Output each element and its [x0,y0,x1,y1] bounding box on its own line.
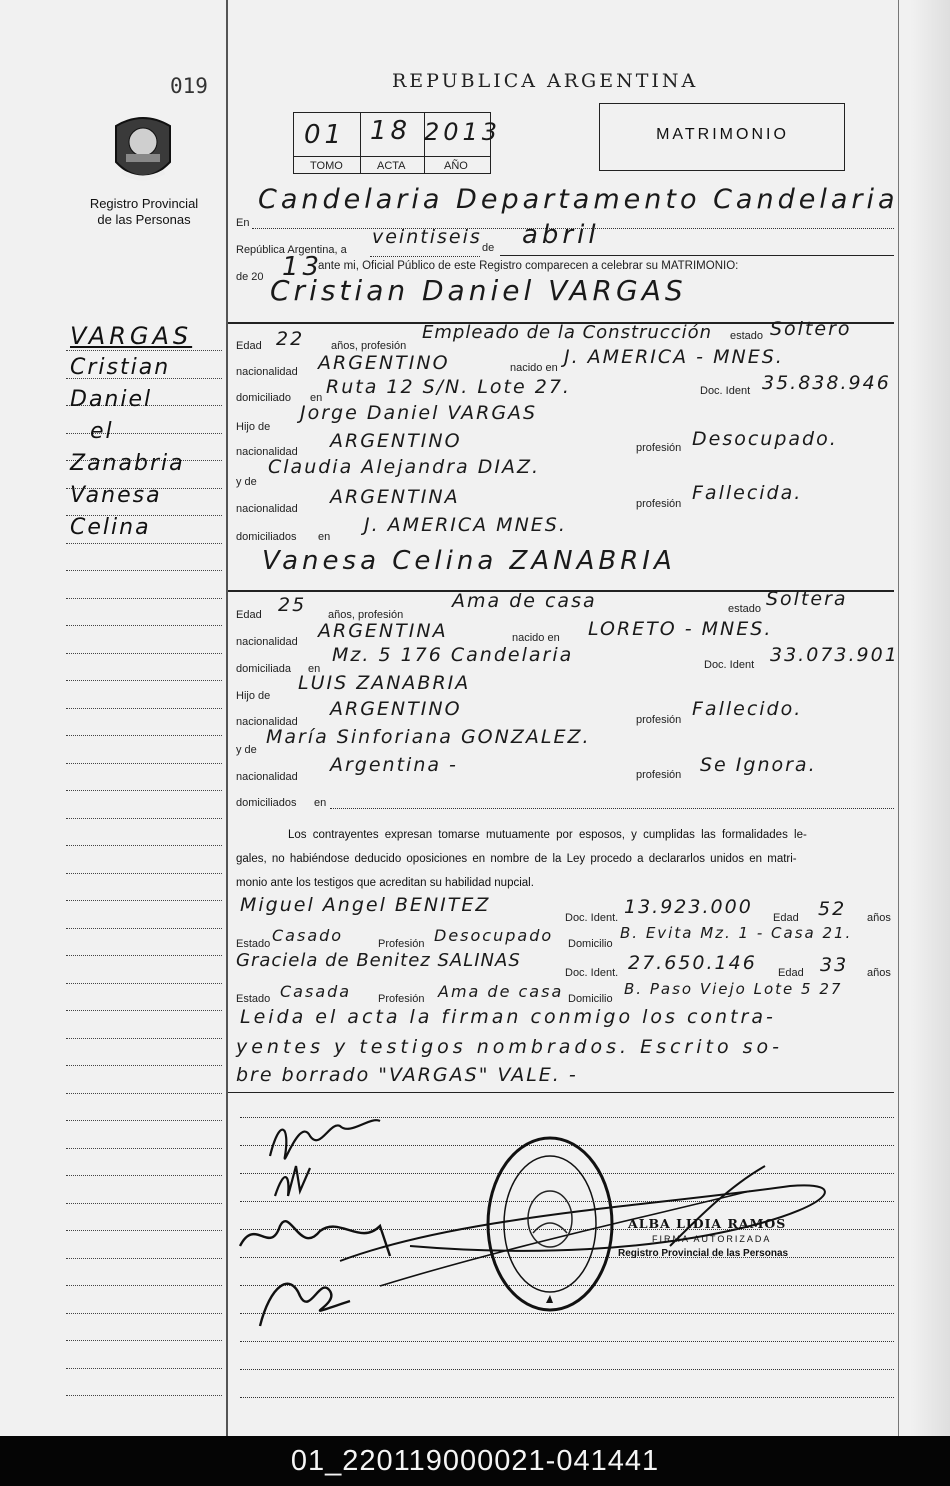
witness-2-name: Graciela de Benitez SALINAS [236,950,521,971]
bride-id-number: 33.073.901 [770,644,899,666]
margin-ruled-line [66,1148,222,1149]
margin-ruled-line [66,873,222,874]
groom-id-number: 35.838.946 [762,372,891,394]
margin-ruled-line [66,955,222,956]
signature-ruled-line [240,1369,894,1370]
right-border [898,0,899,1436]
groom-age: 22 [276,328,305,350]
closing-line-1: Leida el acta la firman conmigo los contra- [240,1006,776,1028]
misiones-shield-logo [108,112,178,188]
witness-2-age: 33 [820,954,849,976]
groom-mother: Claudia Alejandra DIAZ. [268,456,541,478]
margin-ruled-line [66,1368,222,1369]
witness-1-address: B. Evita Mz. 1 - Casa 21. [620,924,853,942]
groom-profession: Empleado de la Construcción [422,322,713,343]
official-round-stamp [483,1133,618,1315]
margin-ruled-line [66,1340,222,1341]
groom-father: Jorge Daniel VARGAS [300,402,538,424]
margin-ruled-line [66,1203,222,1204]
signature-ruled-line [240,1397,894,1398]
intro-day: veintiseis [372,226,482,248]
bride-age: 25 [278,594,307,616]
margin-ruled-line [66,1230,222,1231]
scan-identifier: 01_220119000021-041441 [0,1436,950,1486]
margin-annotation: VARGAS Cristian Daniel el Zanabria Vanesa Celina [70,322,193,540]
margin-divider [226,0,228,1436]
margin-ruled-line [66,1285,222,1286]
bride-birthplace: LORETO - MNES. [588,618,773,640]
margin-ruled-line [66,653,222,654]
witness-1-age: 52 [818,898,847,920]
doc-type: MATRIMONIO [656,126,789,143]
margin-ruled-line [66,1395,222,1396]
declaration-line-3: monio ante los testigos que acreditan su habilidad nupcial. [236,877,534,889]
bride-profession: Ama de casa [452,590,597,612]
witness-2-address: B. Paso Viejo Lote 5 27 [624,980,843,998]
acta-label: ACTA [377,160,406,172]
groom-father-nationality: ARGENTINO [330,430,462,452]
margin-ruled-line [66,1038,222,1039]
margin-ruled-line [66,1175,222,1176]
bride-civil-status: Soltera [766,588,848,610]
page-number: 019 [170,74,208,98]
bride-nationality: ARGENTINA [318,620,448,642]
bride-mother-profession: Se Ignora. [700,754,817,776]
groom-parents-address: J. AMERICA MNES. [364,514,567,536]
closing-line-2: yentes y testigos nombrados. Escrito so- [236,1036,784,1058]
witness-1-civil-status: Casado [272,926,344,945]
margin-ruled-line [66,818,222,819]
bride-mother-nationality: Argentina - [330,754,458,776]
country-title: REPUBLICA ARGENTINA [392,70,699,92]
witness-1-name: Miguel Angel BENITEZ [240,894,491,916]
bride-father: LUIS ZANABRIA [298,672,471,694]
margin-ruled-line [66,570,222,571]
tomo-value: 01 [304,120,346,150]
margin-ruled-line [66,928,222,929]
intro-place: Candelaria Departamento Candelaria [258,184,899,215]
closing-line-3: bre borrado "VARGAS" VALE. - [236,1064,578,1086]
groom-civil-status: Soltero [770,318,852,340]
margin-ruled-line [66,598,222,599]
intro-sentence: ante mi, Oficial Público de este Registro comparecen a celebrar su MATRIMONIO: [318,260,739,272]
groom-address: Ruta 12 S/N. Lote 27. [326,376,571,398]
witness-2-profession: Ama de casa [438,982,564,1001]
ano-label: AÑO [444,160,468,172]
groom-mother-profession: Fallecida. [692,482,803,504]
bride-father-profession: Fallecido. [692,698,803,720]
declaration-line-2: gales, no habiéndose deducido oposiciones en nombre de la Ley procedo a declararlos unidos en matri- [236,853,797,865]
witness-2-id: 27.650.146 [628,952,757,974]
certificate-sheet: 019 Registro Provincial de las Personas REPUBLICA ARGENTINA 01 18 2013 TOMO ACTA AÑO MATRIMONIO En Candelaria Departamento Candelaria República Argentina, a veintiseis de abril de 20 13 ante mi, Oficial Público de este Registro comparecen a celebrar su MATRIMONIO: Cristian Daniel VARGAS Edad 22 años, profesión Empleado de la Construcción estado Soltero nacionalidad ARGENTINO nacido en J. AMERICA - MNES. domiciliado en Ruta 12 S/N. Lote 27. Doc. Ident 35.838.946 Hijo de Jorge Daniel VARGAS nacionalidad ARGENTINO profesión Desocupado. y de Claudia Alejandra DIAZ. nacionalidad ARGENTINA profesión Fallecida. domiciliados en J. AMERICA MNES. Vanesa Celina ZANABRIA Edad 25 años, profesión Ama de casa estado Soltera nacionalidad ARGENTINA nacido en LORETO - MNES. domiciliada en Mz. 5 176 Candelaria Doc. Ident 33.073.901 Hijo de LUIS ZANABRIA nacionalidad ARGENTINO profesión Fallecido. y de María Sinforiana GONZALEZ. nacionalidad Argentina - profesión Se Ignora. domiciliados en Los contrayentes expresan tomarse mutuamente por esposos, y cumplidas las formalidades le- gales, no habiéndose deducido oposiciones en nombre de la Ley procedo a declararlos unidos en matri- monio ante los testigos que acreditan su habilidad nupcial. Miguel Angel BENITEZ Doc. Ident. 13.923.000 Edad 52 años Estado Casado Profesión Desocupado Domicilio B. Evita Mz. 1 - Casa 21. Graciela de Benitez SALINAS Doc. Ident. 27.650.146 Edad 33 años Estado Casada Profesión Ama de casa Domicilio B. Paso Viejo Lote 5 27 Leida el acta la firman conmigo los contra- yentes y testigos nombrados. Escrito so- bre borrado "VARGAS" VALE. - ALBA LIDIA RAMOS FIRMA AUTORIZADA Registro Provincial de las Personas VARGAS Cristian Daniel el Zanabria Vanesa Celina [0,0,950,1436]
margin-ruled-line [66,1065,222,1066]
ano-value: 2013 [424,118,502,146]
intro-year: 13 [282,252,324,282]
bride-address: Mz. 5 176 Candelaria [332,644,574,666]
groom-mother-nationality: ARGENTINA [330,486,460,508]
margin-ruled-line [66,900,222,901]
witness-1-profession: Desocupado [434,926,554,945]
margin-ruled-line [66,1120,222,1121]
witness-1-id: 13.923.000 [624,896,753,918]
witness-2-civil-status: Casada [280,982,352,1001]
intro-month: abril [522,220,600,250]
margin-ruled-line [66,1093,222,1094]
groom-father-profession: Desocupado. [692,428,838,450]
bride-father-nationality: ARGENTINO [330,698,462,720]
margin-ruled-line [66,790,222,791]
margin-ruled-line [66,845,222,846]
margin-ruled-line [66,763,222,764]
groom-full-name: Cristian Daniel VARGAS [270,274,687,307]
signature-ruled-line [240,1341,894,1342]
margin-ruled-line [66,708,222,709]
margin-ruled-line [66,680,222,681]
margin-ruled-line [66,625,222,626]
registry-name: Registro Provincial de las Personas [89,196,199,227]
groom-birthplace: J. AMERICA - MNES. [564,346,784,368]
margin-ruled-line [66,1258,222,1259]
margin-ruled-line [66,735,222,736]
acta-value: 18 [370,116,412,146]
official-name: ALBA LIDIA RAMOS [628,1216,787,1231]
official-organization: Registro Provincial de las Personas [618,1248,789,1259]
bride-full-name: Vanesa Celina ZANABRIA [262,546,676,576]
declaration-line-1: Los contrayentes expresan tomarse mutuamente por esposos, y cumplidas las formalidades le- [288,829,807,841]
margin-ruled-line [66,1313,222,1314]
bride-mother: María Sinforiana GONZALEZ. [266,726,591,748]
official-role: FIRMA AUTORIZADA [652,1234,772,1244]
margin-ruled-line [66,1010,222,1011]
groom-nationality: ARGENTINO [318,352,450,374]
tomo-label: TOMO [310,160,343,172]
margin-ruled-line [66,983,222,984]
